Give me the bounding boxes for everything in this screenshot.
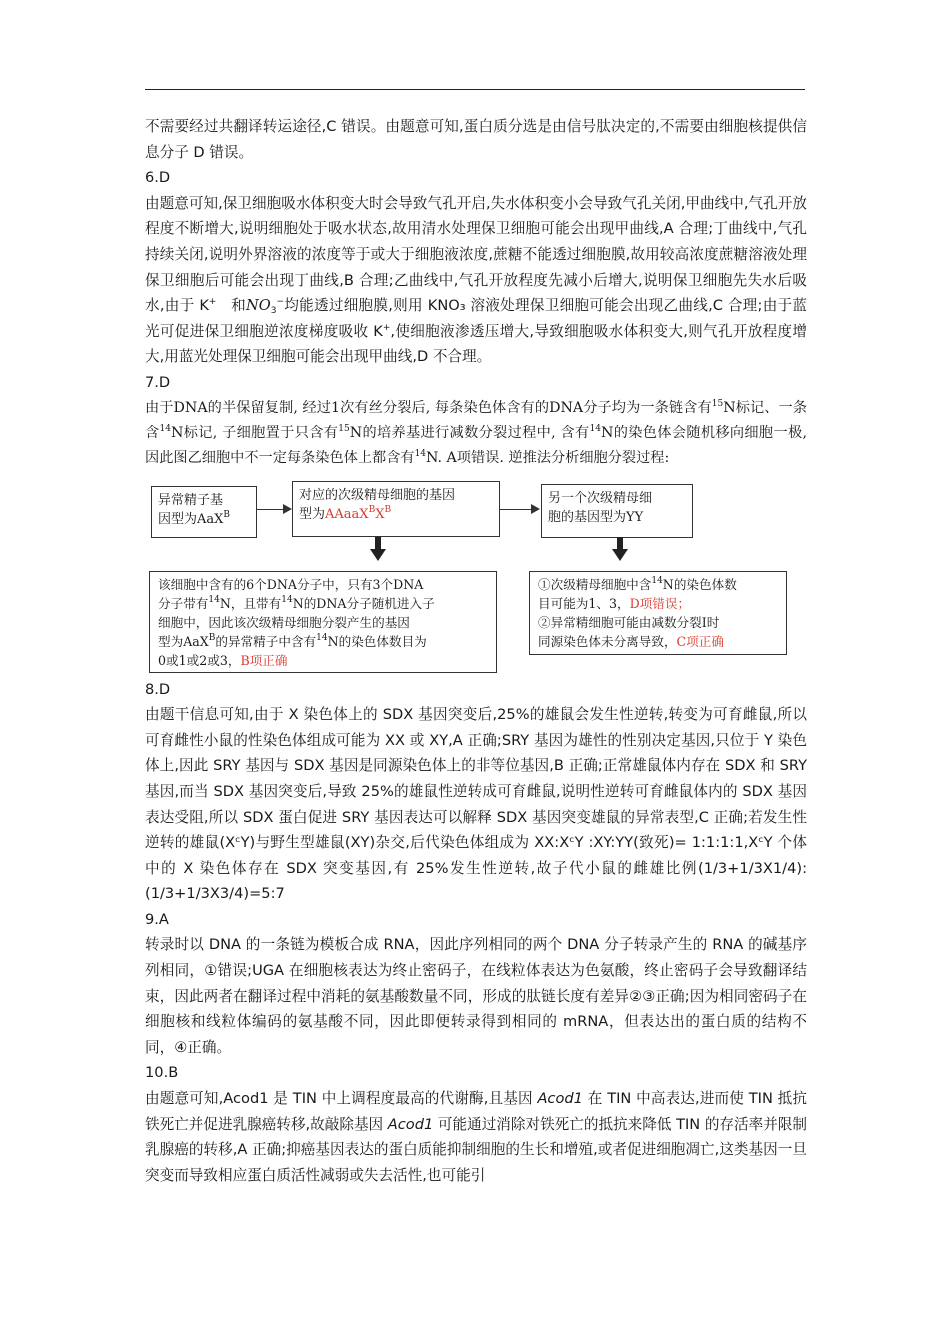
q6-answer: 6.D <box>145 169 171 187</box>
q7-answer: 7.D <box>145 373 171 391</box>
q7-explanation: 由于DNA的半保留复制, 经过1次有丝分裂后, 每条染色体含有的DNA分子均为一条链含有$^{15}$N标记、一条含$^{14}$N标记, 子细胞置于只含有$^{15}$N的培养基进行减数分裂过程中, 含有$^{14}$N的染色体会随机移向细胞一极, 因此图乙细胞中不一定每条染色体上都含有$^{14}$N. A项错误. 逆推法分析细胞分裂过程: <box>145 398 808 466</box>
dna-analysis-box: 该细胞中含有的6个DNA分子中，只有3个DNA 分子带有$^{14}$N，且带有$^{14}$N的DNA分子随机进入子 细胞中，因此该次级精母细胞分裂产生的基因 型为AaX$^B$的异常精子中含有$^{14}$N的染色体数目为 0或1或2或3，B项正确 <box>149 571 497 673</box>
abnormal-sperm-box: 异常精子基 因型为AaX$^B$ <box>151 486 257 538</box>
arrow-right-1 <box>257 509 290 510</box>
q8-explanation: 由题干信息可知,由于 X 染色体上的 SDX 基因突变后,25%的雄鼠会发生性逆转,转变为可育雌鼠,所以可育雌性小鼠的性染色体组成可能为 XX 或 XY,A 正确;SRY 基因为雄性的性别决定基因,只位于 Y 染色体上,因此 SRY 基因与 SDX 基因是同源染色体上的非等位基因,B 正确;正常雄鼠体内存在 SDX 和 SRY 基因,而当 SDX 基因突变后,导致 25%的雄鼠性逆转成可育雌鼠,说明性逆转可育雌鼠体内的 SDX 基因表达受阻,所以 SDX 蛋白促进 SRY 基因表达可以解释 SDX 基因突变雄鼠的异常表型,C 正确;若发生性逆转的雄鼠(XᶜY)与野生型雄鼠(XY)杂交,后代染色体组成为 XX:XᶜY :XY:YY(致死)= 1:1:1:1,XᶜY 个体中的 X 染色体存在 SDX 突变基因,有 25%发生性逆转,故子代小鼠的雌雄比例(1/3+1/3X1/4):(1/3+1/3X3/4)=5:7 <box>145 706 807 903</box>
arrow-down-2 <box>612 549 628 561</box>
header-rule <box>145 89 805 90</box>
intro-paragraph: 不需要经过共翻译转运途径,C 错误。由题意可知,蛋白质分选是由信号肽决定的,不需要由细胞核提供信息分子 D 错误。 <box>145 118 807 161</box>
q9-explanation: 转录时以 DNA 的一条链为模板合成 RNA，因此序列相同的两个 DNA 分子转录产生的 RNA 的碱基序列相同，①错误;UGA 在细胞核表达为终止密码子，在线粒体表达为色氨酸，终止密码子会导致翻译结束，因此两者在翻译过程中消耗的氨基酸数量不同，形成的肽链长度有差异②③正确;因为相同密码子在细胞核和线粒体编码的氨基酸不同，因此即便转录得到相同的 mRNA，但表达出的蛋白质的结构不同，④正确。 <box>145 936 807 1056</box>
q6-explanation: 由题意可知,保卫细胞吸水体积变大时会导致气孔开启,失水体积变小会导致气孔关闭,甲曲线中,气孔开放程度不断增大,说明细胞处于吸水状态,故用清水处理保卫细胞可能会出现甲曲线,A 合理;丁曲线中,气孔持续关闭,说明外界溶液的浓度等于或大于细胞液浓度,蔗糖不能透过细胞膜,故用较高浓度蔗糖溶液处理保卫细胞后可能会出现丁曲线,B 合理;乙曲线中,气孔开放程度先减小后增大,说明保卫细胞先失水后吸水,由于 K+ 和$NO_3^-$均能透过细胞膜,则用 KNO₃ 溶液处理保卫细胞可能会出现乙曲线,C 合理;由于蓝光可促进保卫细胞逆浓度梯度吸收 K+,使细胞液渗透压增大,导致细胞吸水体积变大,则气孔开放程度增大,用蓝光处理保卫细胞可能会出现甲曲线,D 不合理。 <box>145 194 807 366</box>
other-spermatocyte-box: 另一个次级精母细 胞的基因型为YY <box>541 484 693 538</box>
q9-answer: 9.A <box>145 910 169 928</box>
q10-answer: 10.B <box>145 1064 179 1082</box>
arrow-down-1 <box>370 549 386 561</box>
reasoning-flow-diagram <box>145 477 807 673</box>
answer-content <box>145 114 807 1188</box>
q10-explanation: 由题意可知,Acod1 是 TIN 中上调程度最高的代谢酶,且基因 Acod1 在 TIN 中高表达,进而使 TIN 抵抗铁死亡并促进乳腺癌转移,故敲除基因 Acod1 可能通过消除对铁死亡的抵抗来降低 TIN 的存活率并限制乳腺癌的转移,A 正确;抑癌基因表达的蛋白质能抑制细胞的生长和增殖,或者促进细胞凋亡,这类基因一旦突变而导致相应蛋白质活性减弱或失去活性,也可能引 <box>145 1090 808 1184</box>
conclusion-box: ①次级精母细胞中含$^{14}$N的染色体数 目可能为1、3，D项错误； ②异常精细胞可能由减数分裂Ⅰ时 同源染色体未分离导致，C项正确 <box>529 571 787 655</box>
q8-answer: 8.D <box>145 680 171 698</box>
arrow-right-2 <box>500 509 538 510</box>
secondary-spermatocyte-box: 对应的次级精母细胞的基因 型为$AAaaX^BX^B$ <box>292 481 500 537</box>
